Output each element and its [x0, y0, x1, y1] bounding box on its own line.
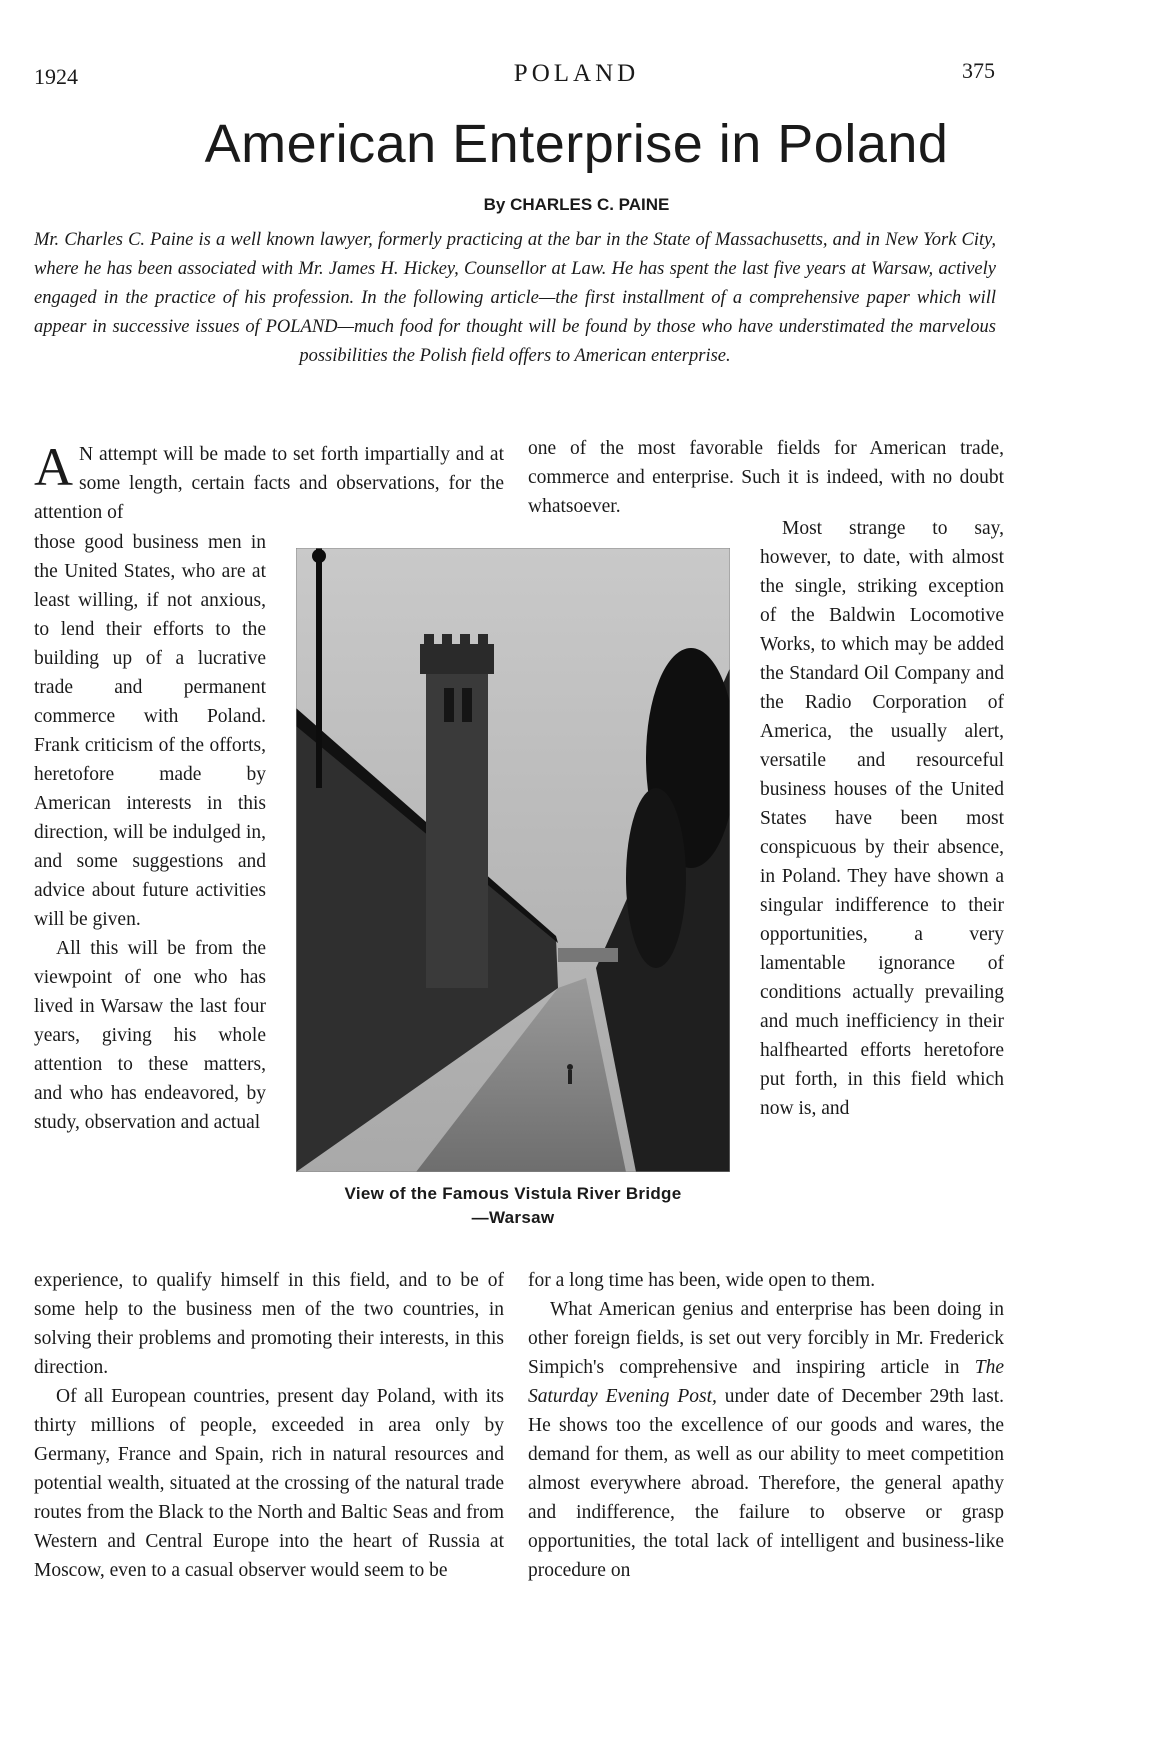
header-magazine-title: POLAND [513, 60, 640, 87]
article-byline: By CHARLES C. PAINE [483, 195, 670, 214]
drop-cap: A [34, 437, 73, 497]
header-year: 1924 [34, 64, 78, 89]
paragraph: Of all European countries, present day Poland, with its thirty millions of people, exceeded in area only by Germany, France and Spain, rich in natural resources and potential wealth, situated at the crossing of the natural trade routes from the Black to the North and Baltic Seas and from Western and Central Europe into the heart of Russia at Moscow, even to a casual observer would seem to be [34, 1386, 504, 1581]
caption-line: View of the Famous Vistula River Bridge [344, 1184, 682, 1203]
photo-caption [290, 1182, 736, 1230]
bridge-photograph [296, 548, 730, 1172]
right-column-top [528, 434, 1004, 521]
left-column-narrow [34, 528, 266, 1137]
paragraph: those good business men in the United States, who are at least willing, if not anxious, to lend their efforts to the building up of a lucrative trade and permanent commerce with Poland. Frank criticism of the offorts, heretofore made by American interests in this direction, will be indulged in, and some suggestions and advice about future activities will be given. [34, 532, 266, 930]
left-column-bottom [34, 1266, 504, 1585]
header-page-number: 375 [962, 58, 995, 83]
right-column-bottom [528, 1266, 1004, 1585]
right-column-narrow [760, 514, 1004, 1123]
article-title: American Enterprise in Poland [204, 114, 949, 174]
opening-paragraph: A N attempt will be made to set forth impartially and at some length, certain facts and observations, for the attention of [34, 437, 504, 523]
paragraph: experience, to qualify himself in this field, and to be of some help to the business men of the two countries, in solving their problems and promoting their interests, in this direction. [34, 1270, 504, 1378]
paragraph: one of the most favorable fields for American trade, commerce and enterprise. Such it is indeed, with no doubt whatsoever. [528, 438, 1004, 517]
paragraph: for a long time has been, wide open to them. [528, 1270, 876, 1291]
paragraph: All this will be from the viewpoint of one who has lived in Warsaw the last four years, giving his whole attention to these matters, and who has endeavored, by study, observation and actual [34, 938, 266, 1133]
paragraph: What American genius and enterprise has been doing in other foreign fields, is set out very forcibly in Mr. Frederick Simpich's comprehensive and inspiring article in The Saturday Evening Post, under date of December 29th last. He shows too the excellence of our goods and wares, the demand for them, as well as our ability to meet competition almost everywhere abroad. Therefore, the general apathy and indifference, the failure to observe or grasp opportunities, the total lack of intelligent and business-like procedure on [528, 1299, 1004, 1581]
left-column-top [34, 437, 504, 527]
article-intro: Mr. Charles C. Paine is a well known lawyer, formerly practicing at the bar in the State of Massachusetts, and in New York City, where he has been associated with Mr. James H. Hickey, Counsellor at Law. He has spent the last five years at Warsaw, actively engaged in the practice of his profession. In the following article—the first installment of a comprehensive paper which will appear in successive issues of POLAND—much food for thought will be found by those who have understimated the marvelous possibilities the Polish field offers to American enterprise. [34, 230, 996, 366]
caption-line: —Warsaw [471, 1208, 555, 1227]
paragraph: Most strange to say, however, to date, with almost the single, striking exception of the Baldwin Locomotive Works, to which may be added the Standard Oil Company and the Radio Corporation of America, the usually alert, versatile and resourceful business houses of the United States have been most conspicuous by their absence, in Poland. They have shown a singular indifference to their opportunities, a very lamentable ignorance of conditions actually prevailing and much inefficiency in their halfhearted efforts heretofore put forth, in this field which now is, and [760, 518, 1004, 1119]
